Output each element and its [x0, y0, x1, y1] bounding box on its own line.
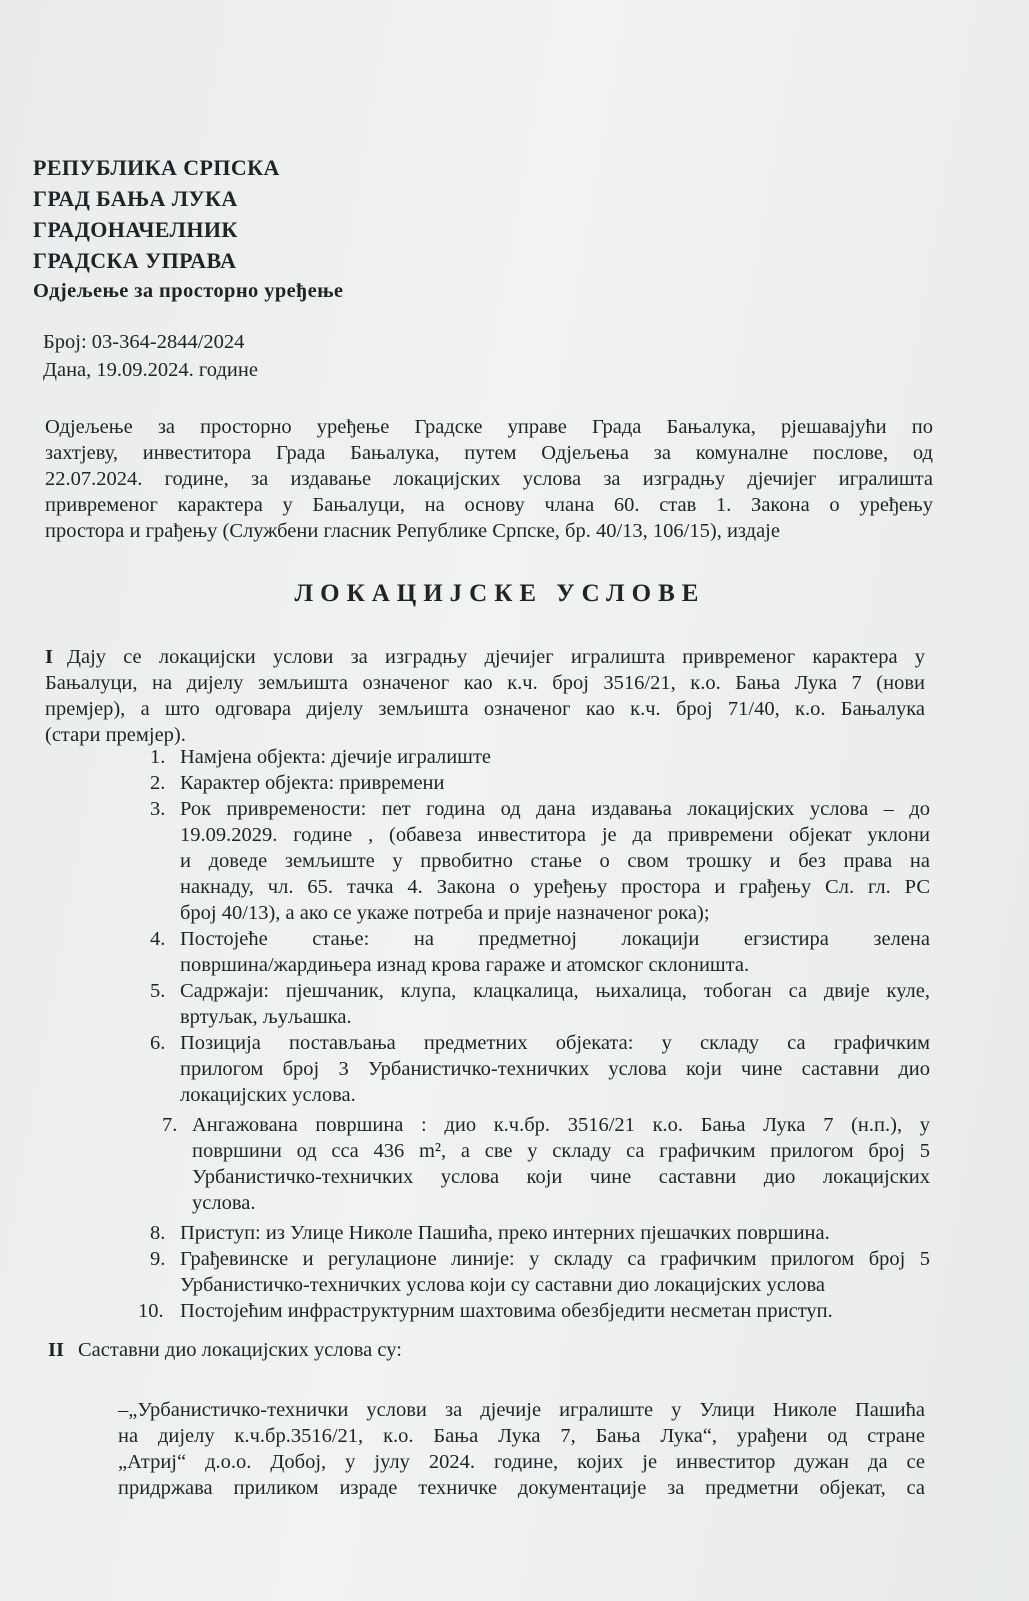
reference-block — [43, 328, 258, 384]
document-title: ЛОКАЦИЈСКЕ УСЛОВЕ — [294, 580, 706, 607]
list-item: 1. Намјена објекта: дјечије игралиште — [150, 746, 492, 768]
section-1-line: (стари премјер). — [45, 724, 186, 746]
intro-line: захтјеву, инвеститора Града Бањалука, путем Одјељења за комуналне послове, од — [45, 442, 933, 464]
section-2-heading — [48, 1339, 402, 1362]
letterhead-city: ГРАД БАЊА ЛУКА — [33, 186, 238, 211]
section-1-line: премјер), а што одговара дијелу земљишта означеног као к.ч. број 71/40, к.о. Бањалука — [45, 698, 925, 720]
list-item: 8. Приступ: из Улице Николе Пашића, преко интерних пјешачких површина. — [150, 1222, 830, 1244]
bullet-line: –„Урбанистичко-технички услови за дјечије игралиште у Улици Николе Пашића — [118, 1399, 925, 1421]
list-item: 9. Грађевинске и регулационе линије: у складу са графичким прилогом број 5 Урбанистичко-техничких услова који су саставни дио локацијских услова — [150, 1248, 930, 1296]
conditions-list — [138, 744, 930, 1324]
section-2-numeral: II — [48, 1339, 64, 1361]
letterhead-mayor: ГРАДОНАЧЕЛНИК — [33, 217, 238, 242]
intro-paragraph — [45, 414, 933, 544]
letterhead-department: Одјељење за просторно уређење — [33, 280, 344, 302]
list-item: 5. Садржаји: пјешчаник, клупа, клацкалица, њихалица, тобоган са двије куле, вртуљак, љуљашка. — [150, 980, 930, 1028]
section-1-line: Дају се локацијски услови за изградњу дјечијег игралишта привременог карактера у — [66, 646, 925, 668]
section-2-text: Саставни дио локацијских услова су: — [77, 1339, 402, 1361]
reference-number: Број: 03-364-2844/2024 — [43, 331, 245, 353]
section-1-line: Бањалуци, на дијелу земљишта означеног као к.ч. број 3516/21, к.о. Бања Лука 7 (нови — [45, 672, 925, 694]
letterhead-republic: РЕПУБЛИКА СРПСКА — [33, 155, 280, 180]
section-1 — [45, 644, 925, 748]
section-1-numeral: I — [45, 646, 53, 668]
list-item: 7. Ангажована површина : дио к.ч.бр. 3516/21 к.о. Бања Лука 7 (н.п.), у површини од cca 436 m², а све у складу са графичким прилогом број 5 Урбанистичко-техничких услова који чине саставни дио локацијских услова. — [162, 1114, 930, 1214]
list-item: 10. Постојећим инфраструктурним шахтовима обезбједити несметан приступ. — [138, 1300, 833, 1322]
intro-line: 22.07.2024. године, за издавање локацијских услова за изградњу дјечијег игралишта — [45, 468, 933, 490]
bullet-line: на дијелу к.ч.бр.3516/21, к.о. Бања Лука 7, Бања Лука“, урађени од стране — [118, 1425, 925, 1447]
intro-line: привременог карактера у Бањалуци, на основу члана 60. став 1. Закона о уређењу — [45, 494, 933, 516]
letterhead — [33, 152, 343, 307]
list-item: 3. Рок привремености: пет година од дана издавања локацијских услова – до 19.09.2029. године , (обавеза инвеститора је да привремени објекат уклони и доведе земљиште у првобитно стање о свом трошку и без права на накнаду, чл. 65. тачка 4. Закона о уређењу простора и грађењу Сл. гл. РС број 40/13), а ако се укаже потреба и прије назначеног рока); — [150, 798, 930, 924]
intro-line: простора и грађењу (Службени гласник Републике Српске, бр. 40/13, 106/15), издаје — [45, 520, 780, 542]
section-2-bullet — [118, 1397, 925, 1501]
intro-line: Одјељење за просторно уређење Градске управе Града Бањалука, рјешавајући по — [45, 416, 933, 438]
bullet-line: „Атриј“ д.о.о. Добој, у јулу 2024. године, којих је инвеститор дужан да се — [118, 1451, 925, 1473]
list-item: 2. Карактер објекта: привремени — [150, 772, 445, 794]
bullet-line: придржава приликом израде техничке документације за предметни објекат, са — [118, 1477, 925, 1499]
reference-date: Дана, 19.09.2024. године — [43, 359, 258, 381]
list-item: 6. Позиција постављања предметних објеката: у складу са графичким прилогом број 3 Урбанистичко-техничких услова који чине саставни дио локацијских услова. — [150, 1032, 930, 1106]
letterhead-administration: ГРАДСКА УПРАВА — [33, 248, 237, 273]
list-item: 4. Постојеће стање: на предметној локацији егзистира зелена површина/жардињера изнад крова гараже и атомског склоништа. — [150, 928, 930, 976]
